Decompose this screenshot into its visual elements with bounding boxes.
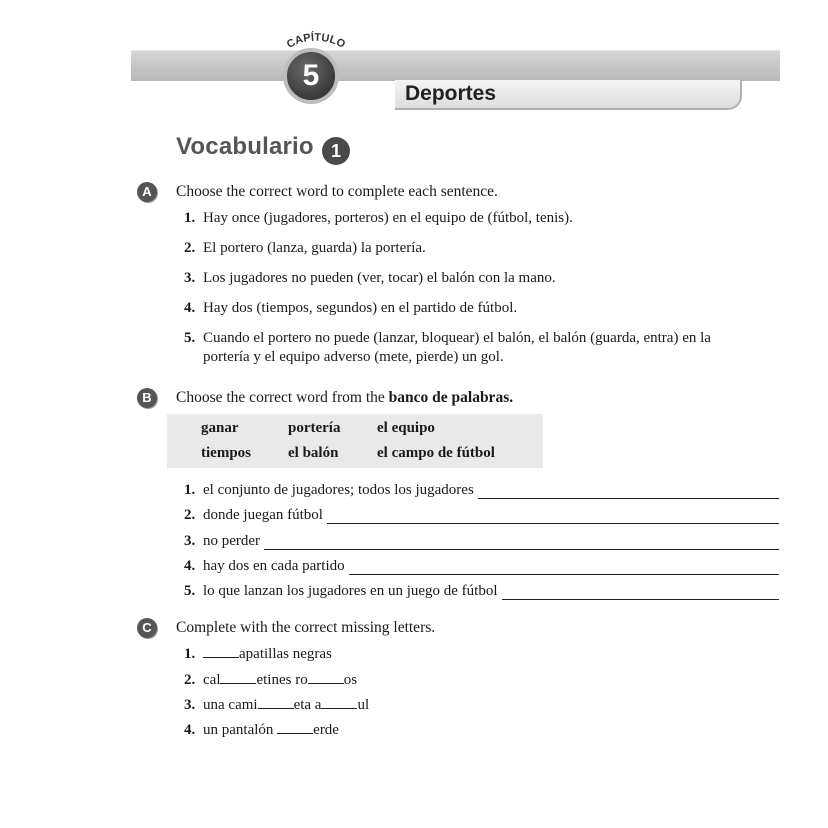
chapter-number-badge: 5	[283, 48, 339, 104]
section-c-item-4	[184, 721, 339, 740]
word-bank	[167, 414, 543, 468]
item-text: lo que lanzan los jugadores en un juego de fútbol	[203, 583, 498, 599]
item-number: 5.	[184, 330, 196, 346]
item-number: 3.	[184, 533, 196, 549]
item-number: 1.	[184, 646, 196, 662]
answer-line[interactable]	[478, 484, 779, 499]
section-c-badge: C	[137, 618, 157, 638]
item-number: 2.	[184, 507, 196, 523]
item-fragment: erde	[313, 722, 339, 738]
item-text: Hay dos (tiempos, segundos) en el partido de fútbol.	[203, 300, 518, 316]
section-a-item-5-continued: portería y el equipo adverso (mete, pierde) un gol.	[203, 349, 504, 365]
answer-line[interactable]	[327, 509, 779, 524]
item-number: 1.	[184, 210, 196, 226]
vocab-heading: Vocabulario	[176, 133, 314, 160]
item-text: hay dos en cada partido	[203, 558, 345, 574]
word-bank-item: el campo de fútbol	[377, 445, 495, 461]
item-fragment: cal	[203, 672, 221, 688]
section-b-item-2	[184, 504, 779, 524]
section-a-item-5	[184, 329, 711, 348]
letter-blank[interactable]	[277, 721, 313, 734]
item-number: 2.	[184, 240, 196, 256]
chapter-label: CAPÍTULO	[284, 31, 348, 51]
vocab-number-badge: 1	[322, 137, 350, 165]
item-fragment: os	[343, 672, 358, 688]
item-text: donde juegan fútbol	[203, 507, 323, 523]
section-b-item-5	[184, 580, 779, 600]
item-fragment: un pantalón	[203, 722, 278, 738]
item-fragment: apatillas negras	[239, 646, 332, 662]
item-text: Los jugadores no pueden (ver, tocar) el balón con la mano.	[203, 270, 556, 286]
letter-blank[interactable]	[220, 671, 256, 684]
item-text: Cuando el portero no puede (lanzar, bloquear) el balón, el balón (guarda, entra) en la	[203, 330, 711, 346]
item-number: 4.	[184, 300, 196, 316]
instruction-text: Choose the correct word from the	[176, 389, 389, 406]
answer-line[interactable]	[502, 585, 779, 600]
section-a-item-3	[184, 269, 556, 288]
item-number: 5.	[184, 583, 196, 599]
item-fragment: eta a	[293, 697, 322, 713]
item-number: 3.	[184, 697, 196, 713]
section-a-item-1	[184, 209, 573, 228]
chapter-title: Deportes	[405, 82, 497, 105]
item-number: 4.	[184, 558, 196, 574]
word-bank-item: el equipo	[377, 420, 435, 436]
section-a-item-2	[184, 239, 426, 258]
item-fragment: etines ro	[256, 672, 308, 688]
section-a-instruction: Choose the correct word to complete each sentence.	[176, 183, 498, 200]
section-b-badge: B	[137, 388, 157, 408]
word-bank-item: ganar	[201, 420, 239, 436]
item-number: 1.	[184, 482, 196, 498]
word-bank-item: tiempos	[201, 445, 251, 461]
item-number: 4.	[184, 722, 196, 738]
section-b-item-4	[184, 555, 779, 575]
answer-line[interactable]	[264, 535, 779, 550]
section-b-instruction	[176, 389, 513, 407]
letter-blank[interactable]	[203, 645, 239, 658]
word-bank-item: portería	[288, 420, 341, 436]
item-text: el conjunto de jugadores; todos los jugadores	[203, 482, 474, 498]
section-a-badge: A	[137, 182, 157, 202]
section-c-instruction: Complete with the correct missing letters.	[176, 619, 436, 636]
letter-blank[interactable]	[321, 696, 357, 709]
section-c-item-1	[184, 645, 332, 664]
section-c-item-2	[184, 671, 357, 690]
item-text: El portero (lanza, guarda) la portería.	[203, 240, 426, 256]
item-fragment: una cami	[203, 697, 258, 713]
section-b-item-3	[184, 530, 779, 550]
letter-blank[interactable]	[258, 696, 294, 709]
chapter-banner	[131, 50, 780, 81]
item-number: 3.	[184, 270, 196, 286]
answer-line[interactable]	[349, 560, 779, 575]
section-b-item-1	[184, 479, 779, 499]
section-c-item-3	[184, 696, 369, 715]
item-fragment: ul	[357, 697, 370, 713]
instruction-bold-text: banco de palabras.	[388, 389, 514, 406]
item-number: 2.	[184, 672, 196, 688]
item-text: Hay once (jugadores, porteros) en el equipo de (fútbol, tenis).	[203, 210, 573, 226]
letter-blank[interactable]	[308, 671, 344, 684]
word-bank-item: el balón	[288, 445, 339, 461]
item-text: no perder	[203, 533, 261, 549]
section-a-item-4	[184, 299, 517, 318]
